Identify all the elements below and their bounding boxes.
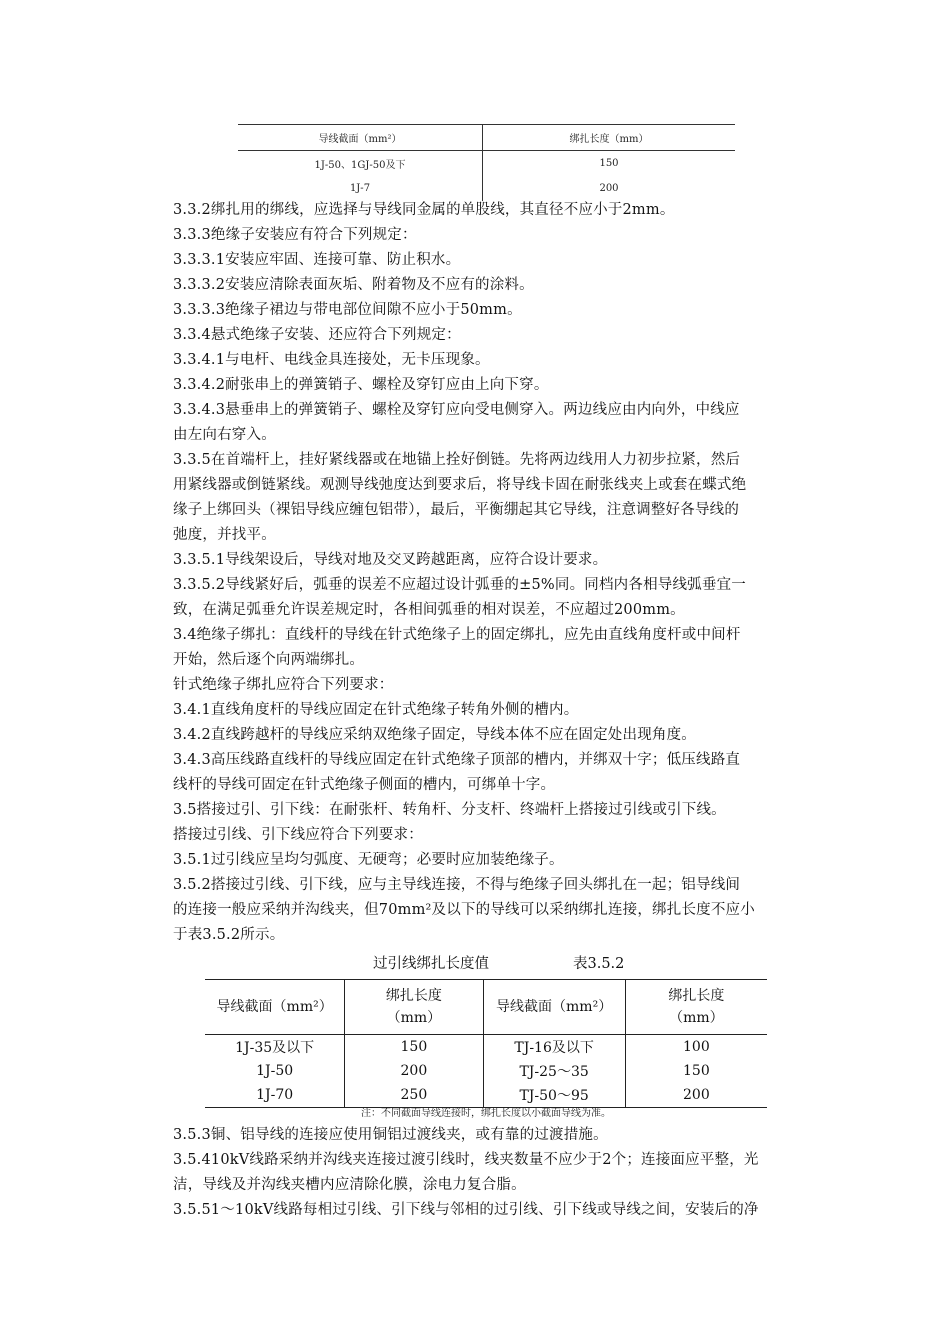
table-note: 注：不同截面导线连接时，绑扎长度以小截面导线为准。 xyxy=(361,1108,611,1119)
table-cell: 100 xyxy=(683,1039,710,1055)
table-caption-title: 过引线绑扎长度值 xyxy=(373,956,489,972)
table-binding-length xyxy=(205,979,767,1108)
paragraph: 3.3.4悬式绝缘子安装、还应符合下列规定： xyxy=(173,327,461,343)
table-header-cell: 导线截面（mm²） xyxy=(483,980,625,1035)
paragraph: 针式绝缘子绑扎应符合下列要求： xyxy=(173,677,394,693)
table-cell: 1J-50、1GJ-50及下 xyxy=(238,151,483,177)
table-cell: 150 xyxy=(683,1063,710,1079)
paragraph: 3.3.4.2耐张串上的弹簧销子、螺栓及穿钉应由上向下穿。 xyxy=(173,377,549,393)
paragraph: 3.3.5在首端杆上，挂好紧线器或在地锚上拴好倒链。先将两边线用人力初步拉紧，然后 用紧线器或倒链紧线。观测导线弛度达到要求后，将导线卡固在耐张线夹上或套在蝶式绝 缘子上绑回头（裸铝导线应缠包铝带），最后，平衡绷起其它导线，注意调整好各导线的 弛度，并找平。 xyxy=(173,452,747,543)
table-header-row xyxy=(205,980,767,1035)
table-row xyxy=(205,1035,767,1060)
paragraph: 3.4.3高压线路直线杆的导线应固定在针式绝缘子顶部的槽内，并绑双十字；低压线路直 线杆的导线可固定在针式绝缘子侧面的槽内，可绑单十字。 xyxy=(173,752,741,793)
table-cell: 1J-35及以下 xyxy=(205,1035,345,1060)
table-cell: 200 xyxy=(599,183,619,194)
table-cell: 1J-70 xyxy=(205,1083,345,1108)
paragraph: 3.3.3.1安装应牢固、连接可靠、防止积水。 xyxy=(173,252,461,268)
paragraph: 3.5.3铜、铝导线的连接应使用铜铝过渡线夹，或有靠的过渡措施。 xyxy=(173,1127,608,1143)
table-cell: 200 xyxy=(345,1059,483,1083)
paragraph: 3.3.4.3悬垂串上的弹簧销子、螺栓及穿钉应向受电侧穿入。两边线应由内向外，中线应 由左向右穿入。 xyxy=(173,402,740,443)
table-caption-number: 表3.5.2 xyxy=(573,956,625,972)
table-header-cell: 绑扎长度 （mm） xyxy=(625,980,767,1035)
paragraph: 3.3.3.2安装应清除表面灰垢、附着物及不应有的涂料。 xyxy=(173,277,534,293)
paragraph: 3.5.51～10kV线路每相过引线、引下线与邻相的过引线、引下线或导线之间，安装后的净 xyxy=(173,1202,759,1218)
paragraph: 3.4绝缘子绑扎：直线杆的导线在针式绝缘子上的固定绑扎，应先由直线角度杆或中间杆 开始，然后逐个向两端绑扎。 xyxy=(173,627,741,668)
paragraph: 3.5.410kV线路采纳并沟线夹连接过渡引线时，线夹数量不应少于2个；连接面应平整，光 洁，导线及并沟线夹槽内应清除化膜，涂电力复合脂。 xyxy=(173,1152,759,1193)
table-cell: 150 xyxy=(345,1035,483,1060)
table-cell: 200 xyxy=(625,1083,767,1108)
paragraph: 搭接过引线、引下线应符合下列要求： xyxy=(173,827,423,843)
paragraph: 3.3.3.3绝缘子裙边与带电部位间隙不应小于50mm。 xyxy=(173,302,522,318)
paragraph: 3.3.3绝缘子安装应有符合下列规定： xyxy=(173,227,417,243)
table-cell: TJ-16及以下 xyxy=(483,1035,625,1060)
table-header-cell: 导线截面（mm²） xyxy=(205,980,345,1035)
table-row xyxy=(205,1059,767,1083)
table-header-cell: 绑扎长度（mm） xyxy=(483,125,736,151)
paragraph: 3.4.2直线跨越杆的导线应采纳双绝缘子固定，导线本体不应在固定处出现角度。 xyxy=(173,727,696,743)
paragraph: 3.5.2搭接过引线、引下线，应与主导线连接，不得与绝缘子回头绑扎在一起；铝导线间 的连接一般应采纳并沟线夹，但70mm²及以下的导线可以采纳绑扎连接，绑扎长度不应小 于表3.5.2所示。 xyxy=(173,877,755,943)
table-cell: 250 xyxy=(345,1083,483,1108)
paragraph: 3.5搭接过引、引下线：在耐张杆、转角杆、分支杆、终端杆上搭接过引线或引下线。 xyxy=(173,802,726,818)
paragraph: 3.5.1过引线应呈均匀弧度、无硬弯；必要时应加装绝缘子。 xyxy=(173,852,564,868)
table-cell: TJ-50～95 xyxy=(483,1083,625,1108)
paragraph: 3.3.5.2导线紧好后，弧垂的误差不应超过设计弧垂的±5%同。同档内各相导线弧垂宜一 致，在满足弧垂允许误差规定时，各相间弧垂的相对误差，不应超过200mm。 xyxy=(173,577,746,618)
paragraph: 3.3.4.1与电杆、电线金具连接处，无卡压现象。 xyxy=(173,352,490,368)
table-header-cell: 绑扎长度 （mm） xyxy=(345,980,483,1035)
table-binding-length-small xyxy=(238,124,735,201)
table-cell: 1J-7 xyxy=(238,176,483,201)
paragraph: 3.3.5.1导线架设后，导线对地及交叉跨越距离，应符合设计要求。 xyxy=(173,552,608,568)
paragraph: 3.3.2绑扎用的绑线，应选择与导线同金属的单股线，其直径不应小于2mm。 xyxy=(173,202,675,218)
table-row xyxy=(238,151,735,177)
paragraph: 3.4.1直线角度杆的导线应固定在针式绝缘子转角外侧的槽内。 xyxy=(173,702,579,718)
table-header-cell: 导线截面（mm²） xyxy=(238,125,483,151)
table-header-row xyxy=(238,125,735,151)
table-cell: 150 xyxy=(599,158,619,169)
table-cell: 1J-50 xyxy=(205,1059,345,1083)
table-cell: TJ-25～35 xyxy=(483,1059,625,1083)
